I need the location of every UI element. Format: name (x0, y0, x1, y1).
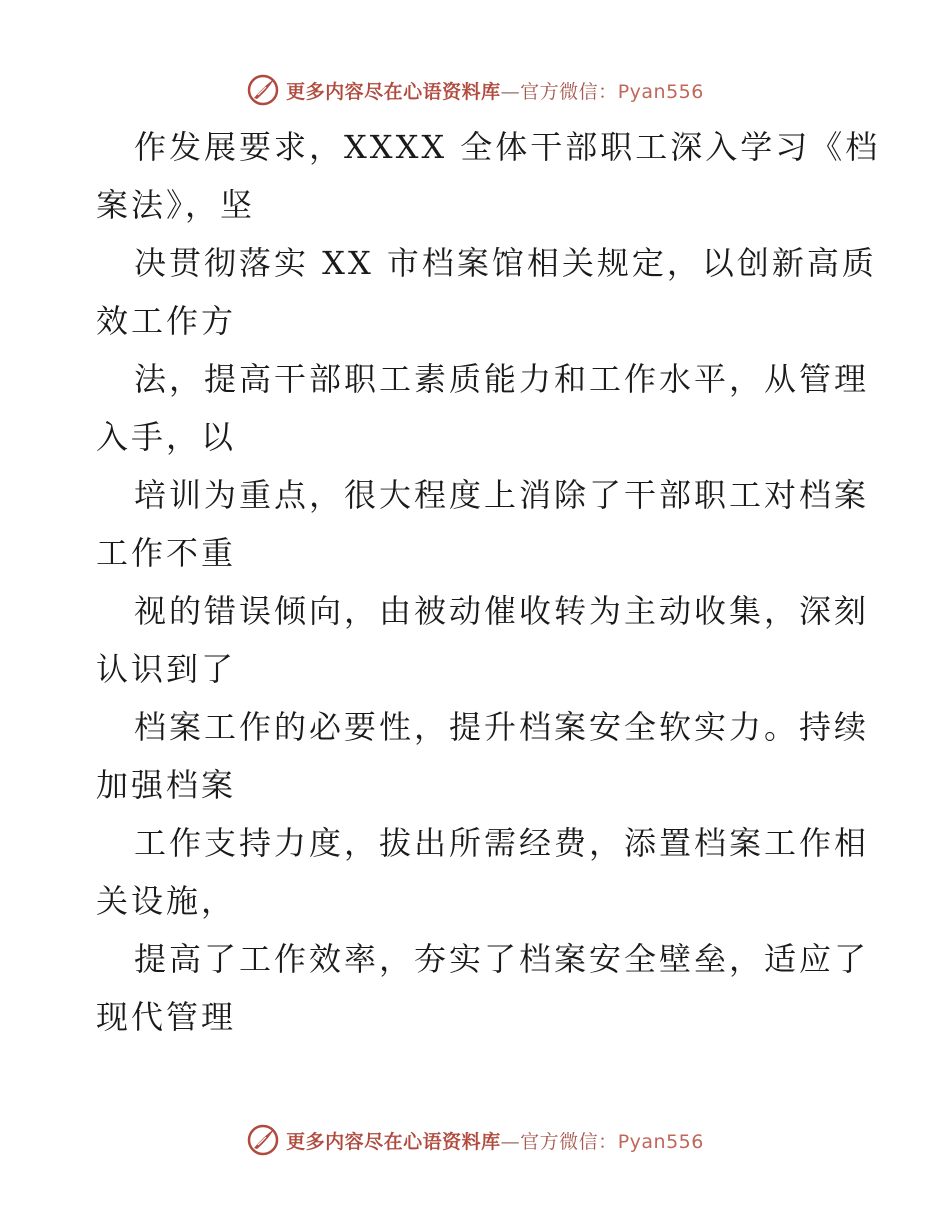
paragraph-line (96, 814, 870, 930)
line-second: 效工作方 (96, 302, 237, 340)
footer-watermark (0, 1120, 950, 1160)
watermark-text (286, 1127, 704, 1154)
document-body (96, 118, 881, 1046)
watermark-dash: — (500, 80, 521, 103)
line-first: 法，提高干部职工素质能力和工作水平，从管理 (134, 360, 870, 398)
line-first: 提高了工作效率，夯实了档案安全壁垒，适应了 (134, 940, 870, 978)
line-first: 作发展要求，XXXX 全体干部职工深入学习《档 (134, 128, 881, 166)
line-first: 决贯彻落实 XX 市档案馆相关规定，以创新高质 (134, 244, 877, 282)
watermark-wechat-id: Pyan556 (617, 1130, 704, 1153)
quill-logo-icon (246, 73, 280, 107)
paragraph-line (96, 466, 870, 582)
paragraph-line (96, 234, 877, 350)
line-second: 案法》，坚 (96, 186, 256, 224)
line-second: 认识到了 (96, 650, 237, 688)
watermark-text (286, 77, 704, 104)
watermark-wechat-id: Pyan556 (617, 80, 704, 103)
line-second: 关设施， (96, 882, 237, 920)
line-first: 培训为重点，很大程度上消除了干部职工对档案 (134, 476, 870, 514)
line-second: 入手，以 (96, 418, 237, 456)
header-watermark (0, 70, 950, 110)
paragraph-line (96, 350, 870, 466)
quill-logo-icon (246, 1123, 280, 1157)
line-second: 加强档案 (96, 766, 237, 804)
watermark-brand: 更多内容尽在心语资料库 (286, 1130, 501, 1153)
watermark-wechat-label: 官方微信： (520, 80, 618, 103)
watermark-wechat-label: 官方微信： (520, 1130, 618, 1153)
watermark-dash: — (500, 1130, 521, 1153)
line-first: 工作支持力度，拔出所需经费，添置档案工作相 (134, 824, 870, 862)
line-second: 现代管理 (96, 998, 237, 1036)
paragraph-line (96, 698, 870, 814)
paragraph-line (96, 118, 881, 234)
line-first: 视的错误倾向，由被动催收转为主动收集，深刻 (134, 592, 870, 630)
paragraph-line (96, 582, 870, 698)
line-first: 档案工作的必要性，提升档案安全软实力。持续 (134, 708, 870, 746)
paragraph-line (96, 930, 870, 1046)
line-second: 工作不重 (96, 534, 237, 572)
watermark-brand: 更多内容尽在心语资料库 (286, 80, 501, 103)
